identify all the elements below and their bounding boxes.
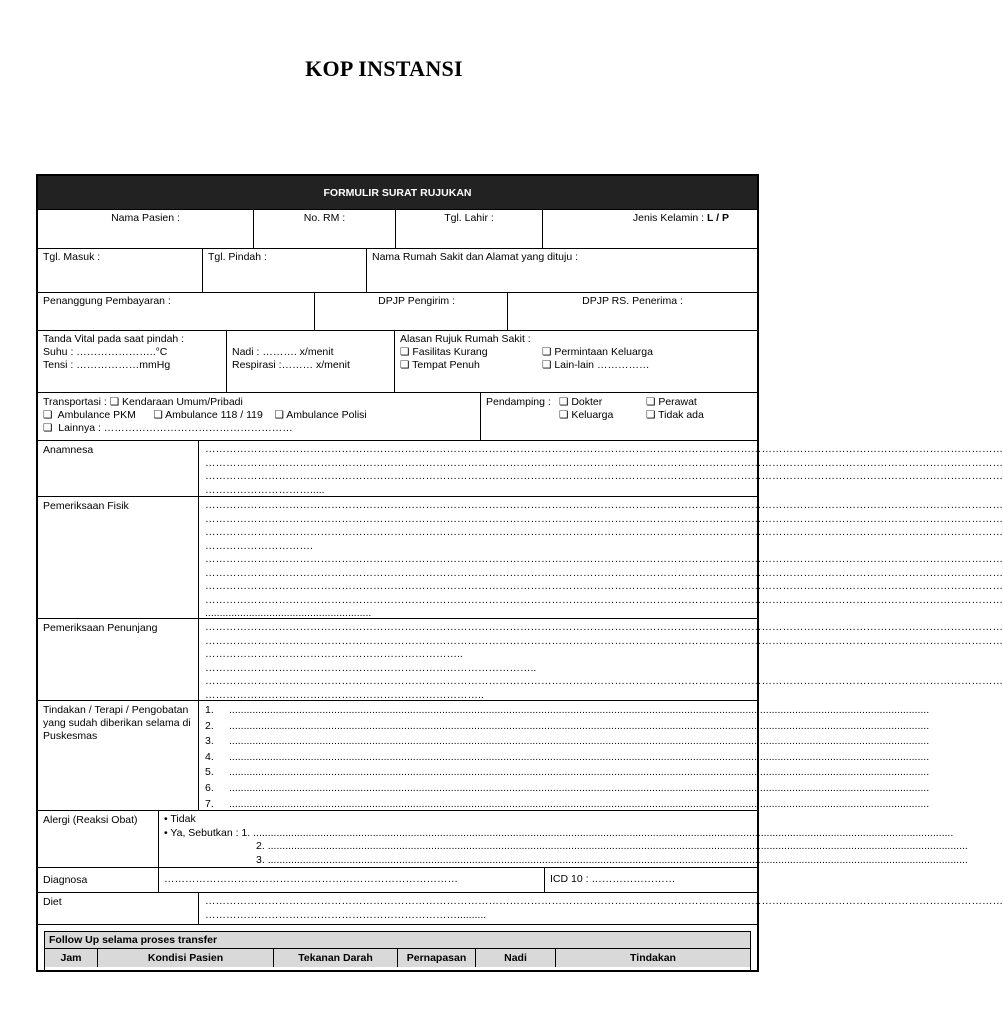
tindakan-item[interactable]: 4. ................................................................................................................................................................................................................................................ xyxy=(205,750,930,763)
pemeriksaan-penunjang-field[interactable]: ………………………………………………………………………………………………………………………………………………………………………………………………………… ………………………………………………………………………………………………………………………………………………………………………………………………………… ……………………………………………………………….. ………………………………………………………………………………….. ………………………………………………………………………………………………………………………………………………………………………………………………………… …………………………………………………………………….. xyxy=(198,619,757,700)
suhu-field[interactable]: Suhu : …………………..°C xyxy=(43,346,168,358)
follow-up-row xyxy=(38,925,757,970)
col-tindakan: Tindakan xyxy=(555,949,750,967)
rumah-sakit-tujuan-field[interactable]: Nama Rumah Sakit dan Alamat yang dituju : xyxy=(366,249,757,292)
tindakan-item[interactable]: 1. ................................................................................................................................................................................................................................................ xyxy=(205,704,930,716)
tindakan-item[interactable]: 6. ................................................................................................................................................................................................................................................ xyxy=(205,781,930,794)
checkbox-fasilitas-kurang[interactable]: ❏ Fasilitas Kurang xyxy=(400,346,488,358)
icd10-field[interactable]: ICD 10 : …………………… xyxy=(544,868,757,892)
penanggung-pembayaran-field[interactable]: Penanggung Pembayaran : xyxy=(43,295,171,307)
alasan-rujuk-block xyxy=(394,331,757,392)
vital-signs-row xyxy=(38,331,757,393)
tindakan-item[interactable]: 2. ................................................................................................................................................................................................................................................ xyxy=(205,719,930,732)
no-rm-field[interactable]: No. RM : xyxy=(253,210,395,248)
tindakan-item[interactable]: 3. ................................................................................................................................................................................................................................................ xyxy=(205,735,930,748)
tgl-masuk-field[interactable]: Tgl. Masuk : xyxy=(43,251,101,263)
checkbox-permintaan-keluarga[interactable]: ❏ Permintaan Keluarga xyxy=(542,346,653,358)
transport-row xyxy=(38,393,757,441)
pemeriksaan-fisik-field[interactable]: ………………………………………………………………………………………………………………………………………………………………………………………………………… ………………………………………………………………………………………………………………………………………………………………………………………………………… ………………………………………………………………………………………………………………………………………………………………………………………………………… …………………………. ………………………………………………………………………………………………………………………………………………………………………………………………………… ………………………………………………………………………………………………………………………………………………………………………………………………………… ………………………………………………………………………………………………………………………………………………………………………………………………………… ………………………………………………………………………………………………………………………………………………………………………………………………………… ......................................................... xyxy=(198,497,757,618)
follow-up-header-row xyxy=(45,949,750,967)
alergi-item-3[interactable]: 3. ................................................................................................................................................................................................................................................ xyxy=(256,853,968,866)
alergi-row xyxy=(38,811,968,868)
tindakan-label: Tindakan / Terapi / Pengobatan yang sudah diberikan selama di Puskesmas xyxy=(43,704,191,742)
payment-row xyxy=(38,293,757,331)
tindakan-item[interactable]: 7. ................................................................................................................................................................................................................................................ xyxy=(205,797,930,810)
anamnesa-field[interactable]: ………………………………………………………………………………………………………………………………………………………………………………………………………… ………………………………………………………………………………………………………………………………………………………………………………………………………… ………………………………………………………………………………………………………………………………………………………………………………………………………… …………………………..... xyxy=(198,441,757,496)
transportasi-lainnya[interactable]: ❏ Lainnya : ……………………………………………… xyxy=(43,422,293,434)
pemeriksaan-fisik-row xyxy=(38,497,1003,619)
diagnosa-row xyxy=(38,868,757,893)
col-jam: Jam xyxy=(60,952,82,964)
tanda-vital-label: Tanda Vital pada saat pindah : xyxy=(43,333,185,345)
page-title: KOP INSTANSI xyxy=(305,56,463,81)
referral-form xyxy=(36,174,1003,972)
diet-row xyxy=(38,893,1003,925)
diet-label: Diet xyxy=(43,896,62,908)
jenis-kelamin-label: Jenis Kelamin : xyxy=(632,212,705,224)
col-kondisi-pasien: Kondisi Pasien xyxy=(97,949,273,967)
dpjp-penerima-field[interactable]: DPJP RS. Penerima : xyxy=(507,293,757,330)
pemeriksaan-penunjang-row xyxy=(38,619,1003,701)
alergi-ya-option[interactable]: • Ya, Sebutkan : 1. ................................................................................................................................................................................................................................................ xyxy=(164,826,954,839)
tensi-field[interactable]: Tensi : ………………mmHg xyxy=(43,359,171,371)
tindakan-row xyxy=(38,701,930,811)
alergi-tidak-option[interactable]: • Tidak xyxy=(164,813,196,825)
follow-up-title: Follow Up selama proses transfer xyxy=(45,932,750,949)
tindakan-list[interactable] xyxy=(198,701,930,810)
diagnosa-field[interactable]: ………………………………………………………………………… xyxy=(158,868,544,892)
jenis-kelamin-options: L / P xyxy=(707,212,729,224)
checkbox-dokter[interactable]: ❏ Dokter xyxy=(559,396,603,408)
admission-row xyxy=(38,249,757,293)
pendamping-label: Pendamping : xyxy=(486,396,551,408)
alergi-field[interactable] xyxy=(158,811,968,867)
alergi-label: Alergi (Reaksi Obat) xyxy=(43,814,138,826)
nama-pasien-field[interactable]: Nama Pasien : xyxy=(111,212,180,224)
pemeriksaan-penunjang-label: Pemeriksaan Penunjang xyxy=(43,622,158,634)
checkbox-perawat[interactable]: ❏ Perawat xyxy=(646,396,697,408)
transportasi-line-1[interactable]: Transportasi : ❏ Kendaraan Umum/Pribadi xyxy=(43,396,243,408)
col-pernapasan: Pernapasan xyxy=(397,949,475,967)
anamnesa-row xyxy=(38,441,1003,497)
follow-up-table xyxy=(44,931,751,970)
nadi-respirasi-block xyxy=(226,331,394,392)
checkbox-keluarga[interactable]: ❏ Keluarga xyxy=(559,409,614,421)
transportasi-block xyxy=(38,393,480,440)
jenis-kelamin-field[interactable] xyxy=(542,210,757,248)
alasan-rujuk-label: Alasan Rujuk Rumah Sakit : xyxy=(400,333,531,345)
col-nadi: Nadi xyxy=(475,949,555,967)
tgl-lahir-field[interactable]: Tgl. Lahir : xyxy=(395,210,542,248)
checkbox-tempat-penuh[interactable]: ❏ Tempat Penuh xyxy=(400,359,480,371)
alergi-item-2[interactable]: 2. ................................................................................................................................................................................................................................................ xyxy=(256,840,968,852)
col-tekanan-darah: Tekanan Darah xyxy=(273,949,397,967)
respirasi-field[interactable]: Respirasi :……… x/menit xyxy=(232,359,350,371)
pendamping-block xyxy=(480,393,757,440)
anamnesa-label: Anamnesa xyxy=(43,444,94,456)
diet-field[interactable]: ………………………………………………………………………………………………………………………………………………………………………………………………………… ……………………………………………………………….......... xyxy=(198,893,757,924)
tgl-pindah-field[interactable]: Tgl. Pindah : xyxy=(202,249,366,292)
tanda-vital-block xyxy=(38,331,226,392)
checkbox-tidak-ada[interactable]: ❏ Tidak ada xyxy=(646,409,704,421)
nadi-field[interactable]: Nadi : ………. x/menit xyxy=(232,346,334,358)
pemeriksaan-fisik-label: Pemeriksaan Fisik xyxy=(43,500,129,512)
form-header: FORMULIR SURAT RUJUKAN xyxy=(38,176,757,210)
diagnosa-label: Diagnosa xyxy=(43,874,88,886)
checkbox-lain-lain[interactable]: ❏ Lain-lain …………… xyxy=(542,359,650,371)
tindakan-item[interactable]: 5. ................................................................................................................................................................................................................................................ xyxy=(205,766,930,779)
dpjp-pengirim-field[interactable]: DPJP Pengirim : xyxy=(314,293,507,330)
transportasi-line-2[interactable]: ❏ Ambulance PKM ❏ Ambulance 118 / 119 ❏ Ambulance Polisi xyxy=(43,409,367,421)
patient-identity-row xyxy=(38,210,757,249)
